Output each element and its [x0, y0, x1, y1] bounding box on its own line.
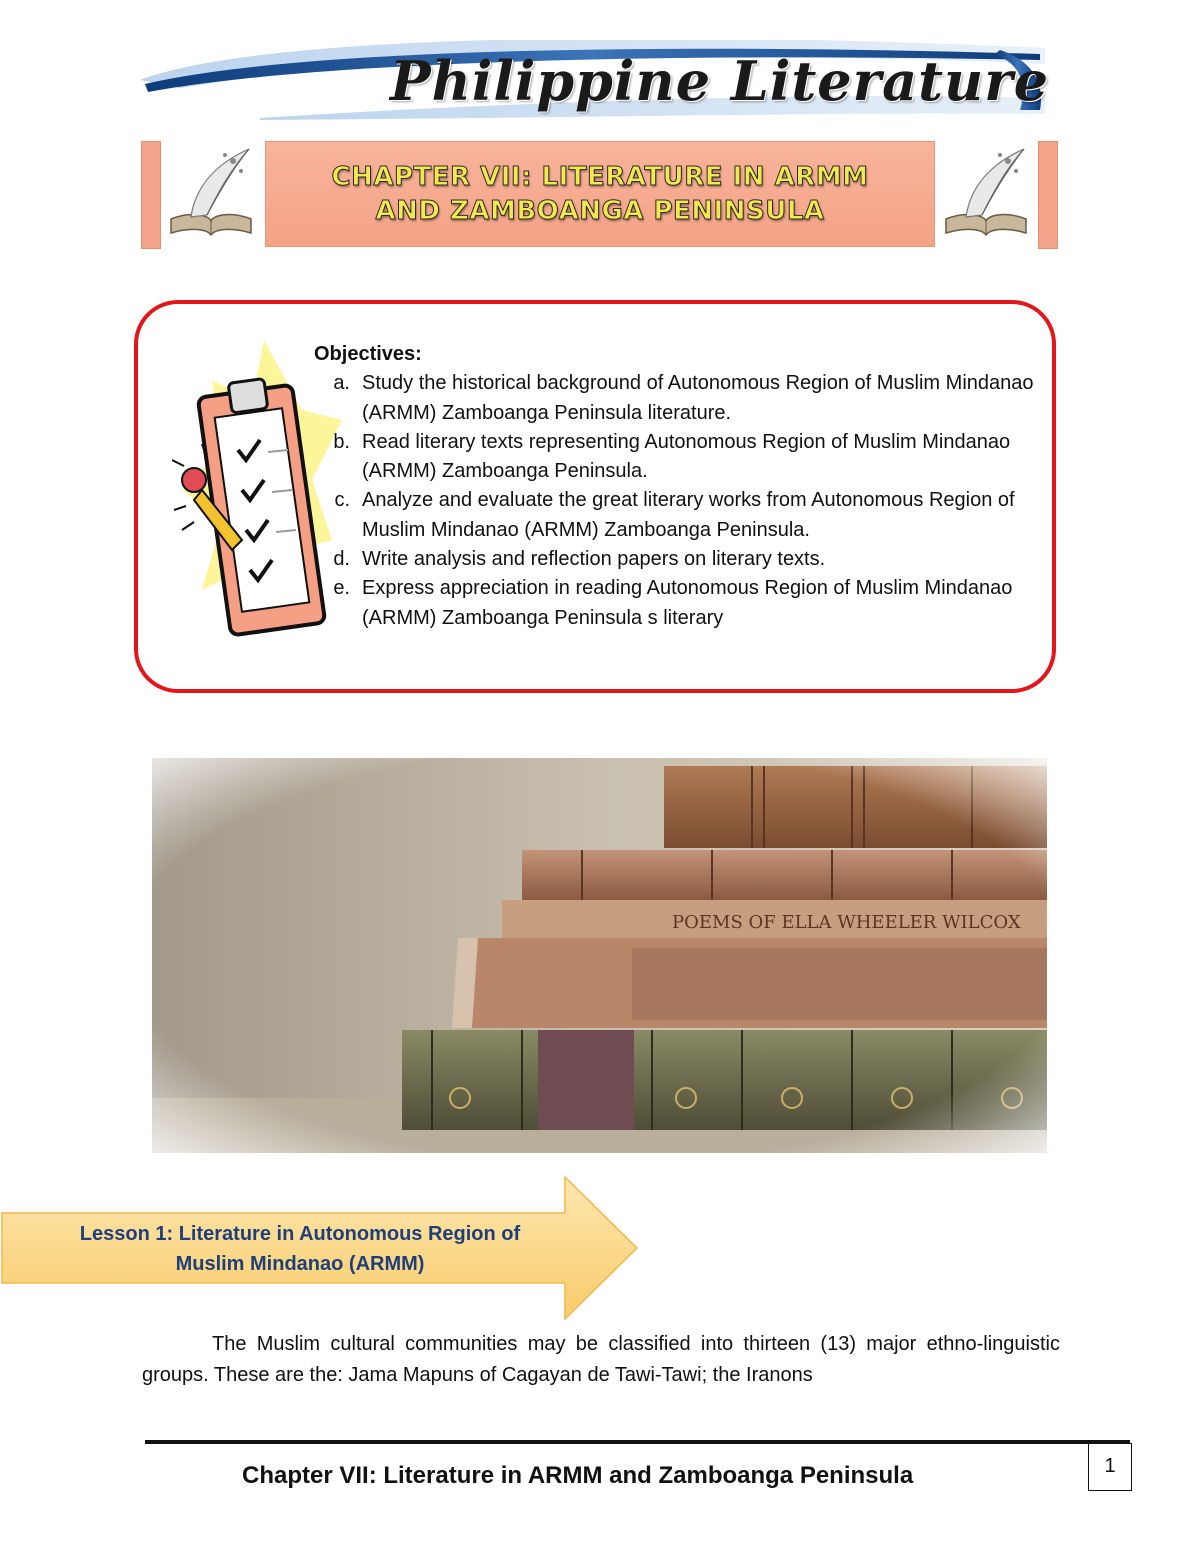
- objective-text: Write analysis and reflection papers on literary texts.: [362, 548, 826, 571]
- lesson-title: [30, 1219, 570, 1279]
- objectives-box: [134, 300, 1056, 693]
- page-number: 1: [1104, 1455, 1116, 1477]
- objective-letter: b.: [333, 430, 350, 453]
- objective-text: Read literary texts representing Autonomous Region of Muslim Mindanao (ARMM) Zamboanga Peninsula.: [362, 430, 1011, 483]
- strip-left-end: [141, 141, 161, 249]
- objective-item: [314, 486, 1034, 545]
- objectives-heading: Objectives:: [314, 343, 422, 365]
- page-number-box: [1088, 1443, 1132, 1491]
- objective-item: [314, 369, 1034, 428]
- objective-item: [314, 574, 1034, 633]
- objectives-content: [314, 340, 1034, 633]
- lesson-title-line2: Muslim Mindanao (ARMM): [175, 1253, 425, 1275]
- objective-text: Study the historical background of Autonomous Region of Muslim Mindanao (ARMM) Zamboanga Peninsula literature.: [362, 372, 1034, 424]
- banner-title: Philippine Literature: [390, 49, 1050, 113]
- body-paragraph-text: The Muslim cultural communities may be classified into thirteen (13) major ethno-linguistic groups. These are the: Jama Mapuns of Cagayan de Tawi-Tawi; the Iranons: [142, 1333, 1060, 1386]
- objective-item: [314, 545, 1034, 574]
- objective-text: Express appreciation in reading Autonomous Region of Muslim Mindanao (ARMM) Zamboanga Peninsula s literary: [362, 577, 1013, 629]
- footer-rule: [145, 1440, 1130, 1444]
- objective-letter: c.: [334, 489, 350, 512]
- quill-book-icon: [936, 141, 1036, 247]
- objective-letter: d.: [333, 548, 350, 571]
- objective-letter: a.: [333, 372, 350, 395]
- chapter-title-line1: CHAPTER VII: LITERATURE IN ARMM: [331, 162, 869, 192]
- body-paragraph: [142, 1329, 1060, 1391]
- footer-title: Chapter VII: Literature in ARMM and Zamboanga Peninsula: [242, 1462, 914, 1489]
- chapter-title-line2: AND ZAMBOANGA PENINSULA: [375, 196, 825, 226]
- objective-letter: e.: [333, 577, 350, 600]
- stacked-books-image: [152, 758, 1047, 1153]
- objective-text: Analyze and evaluate the great literary works from Autonomous Region of Muslim Mindanao (ARMM) Zamboanga Peninsula.: [362, 489, 1015, 541]
- chapter-header: [141, 141, 1056, 247]
- lesson-arrow-banner: [0, 1175, 640, 1321]
- header-banner: [140, 40, 1050, 120]
- strip-right-end: [1038, 141, 1058, 249]
- chapter-title-box: [265, 141, 935, 247]
- lesson-title-line1: Lesson 1: Literature in Autonomous Region of: [79, 1223, 521, 1245]
- objective-item: [314, 428, 1034, 487]
- quill-book-icon: [161, 141, 261, 247]
